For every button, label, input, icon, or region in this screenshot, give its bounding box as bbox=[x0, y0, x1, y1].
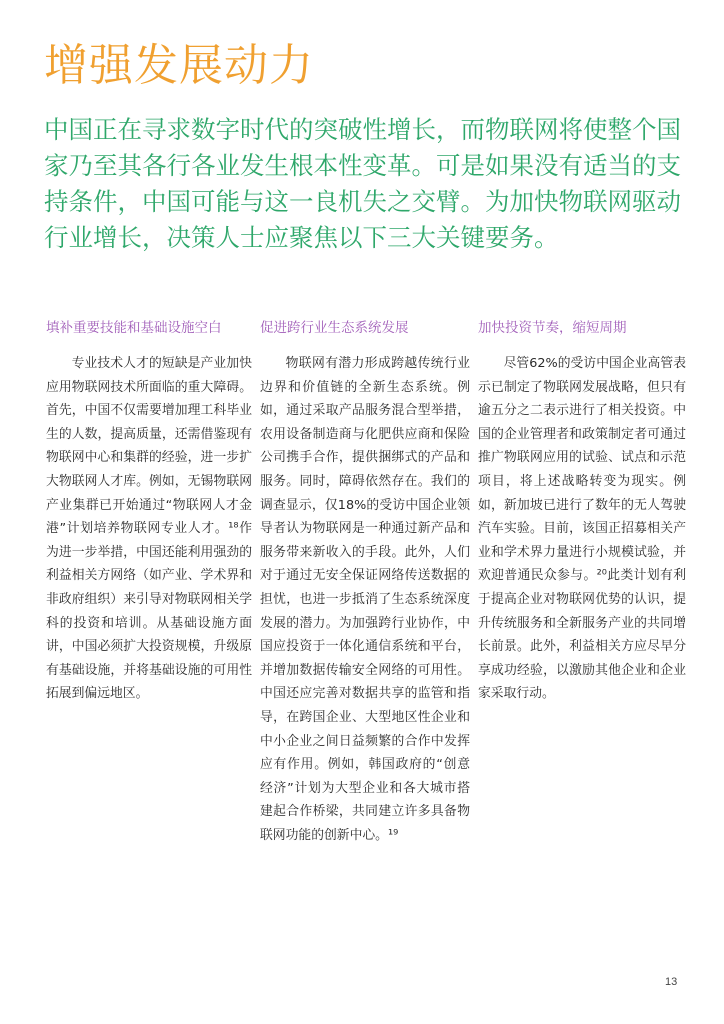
column-body: 尽管62%的受访中国企业高管表示已制定了物联网发展战略，但只有逾五分之二表示进行了相关投资。中国的企业管理者和政策制定者可通过推广物联网应用的试验、试点和示范项目，将上述战略转变为现实。例如，新加坡已进行了数年的无人驾驶汽车实验。目前，该国正招募相关产业和学术界力量进行小规模试验，并欢迎普通民众参与。²⁰此类计划有利于提高企业对物联网优势的认识，提升传统服务和全新服务产业的共同增长前景。此外，利益相关方应尽早分享成功经验，以激励其他企业和企业家采取行动。 bbox=[478, 356, 686, 702]
column-skills-infrastructure bbox=[46, 318, 252, 706]
column-heading: 加快投资节奏，缩短周期 bbox=[478, 320, 627, 336]
column-heading: 填补重要技能和基础设施空白 bbox=[46, 320, 222, 336]
column-ecosystem bbox=[260, 318, 470, 847]
column-body: 物联网有潜力形成跨越传统行业边界和价值链的全新生态系统。例如，通过采取产品服务混合型举措，农用设备制造商与化肥供应商和保险公司携手合作，提供捆绑式的产品和服务。同时，障碍依然存在。我们的调查显示，仅18%的受访中国企业领导者认为物联网是一种通过新产品和服务带来新收入的手段。此外，人们对于通过无安全保证网络传送数据的担忧，也进一步抵消了生态系统深度发展的潜力。为加强跨行业协作，中国应投资于一体化通信系统和平台，并增加数据传输安全网络的可用性。中国还应完善对数据共享的监管和指导，在跨国企业、大型地区性企业和中小企业之间日益频繁的合作中发挥应有作用。例如，韩国政府的“创意经济”计划为大型企业和各大城市搭建起合作桥梁，共同建立许多具备物联网功能的创新中心。¹⁹ bbox=[260, 356, 470, 843]
page-number: 13 bbox=[665, 976, 678, 988]
page-title: 增强发展动力 bbox=[44, 40, 314, 91]
column-heading: 促进跨行业生态系统发展 bbox=[260, 320, 409, 336]
column-investment bbox=[478, 318, 686, 706]
lead-paragraph: 中国正在寻求数字时代的突破性增长，而物联网将使整个国家乃至其各行各业发生根本性变革。可是如果没有适当的支持条件，中国可能与这一良机失之交臂。为加快物联网驱动行业增长，决策人士应聚焦以下三大关键要务。 bbox=[44, 115, 681, 252]
column-body: 专业技术人才的短缺是产业加快应用物联网技术所面临的重大障碍。首先，中国不仅需要增加理工科毕业生的人数，提高质量，还需借鉴现有物联网中心和集群的经验，进一步扩大物联网人才库。例如，无锡物联网产业集群已开始通过“物联网人才金港”计划培养物联网专业人才。¹⁸作为进一步举措，中国还能利用强劲的利益相关方网络（如产业、学术界和非政府组织）来引导对物联网相关学科的投资和培训。从基础设施方面讲，中国必须扩大投资规模，升级原有基础设施，并将基础设施的可用性拓展到偏远地区。 bbox=[46, 356, 252, 702]
